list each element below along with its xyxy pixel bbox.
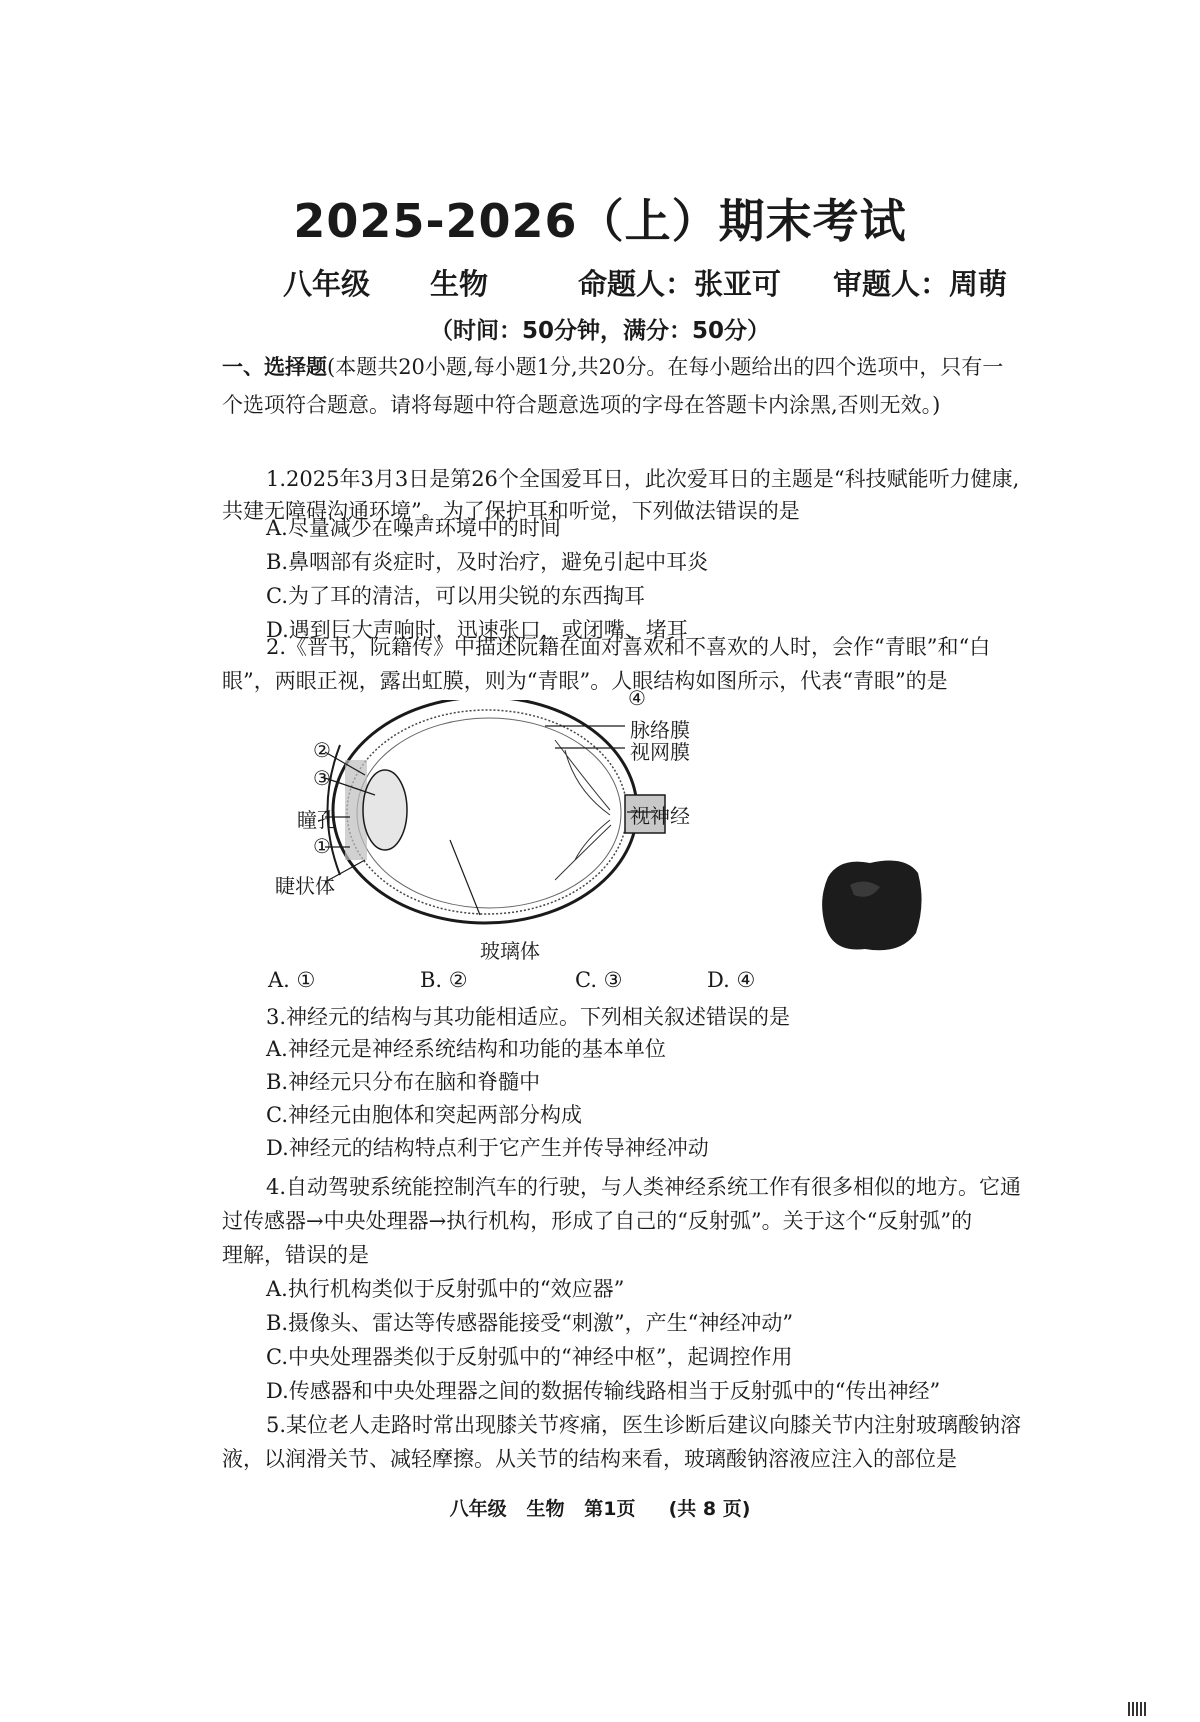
q4-option-b: B.摄像头、雷达等传感器能接受“刺激”，产生“神经冲动” [266, 1311, 794, 1335]
page-footer: 八年级 生物 第1页 (共 8 页) [449, 1498, 751, 1520]
leader-vitreous [450, 840, 480, 915]
q2-option-c: C. ③ [575, 968, 623, 992]
q1-stem-line2: 共建无障碍沟通环境”。为了保护耳和听觉，下列做法错误的是 [222, 499, 800, 523]
q2-option-a: A. ① [268, 968, 316, 992]
q4-option-d: D.传感器和中央处理器之间的数据传输线路相当于反射弧中的“传出神经” [266, 1379, 941, 1403]
label-number-4: ④ [628, 686, 646, 710]
label-number-3: ③ [313, 766, 331, 790]
label-optic-nerve: 视神经 [630, 804, 690, 828]
ink-blot-icon [820, 855, 925, 955]
retinal-vessels [555, 740, 611, 880]
label-vitreous: 玻璃体 [480, 939, 540, 963]
q4-stem-line2: 过传感器→中央处理器→执行机构，形成了自己的“反射弧”。关于这个“反射弧”的 [222, 1209, 973, 1233]
section-instructions-text: (本题共20小题,每小题1分,共20分。在每小题给出的四个选项中，只有一 [327, 355, 1004, 379]
q1-option-c: C.为了耳的清洁，可以用尖锐的东西掏耳 [266, 584, 645, 608]
label-pupil: 瞳孔 [297, 808, 337, 832]
exam-title: 2025-2026（上）期末考试 [293, 194, 907, 248]
q2-stem-line1: 2.《晋书，阮籍传》中描述阮籍在面对喜欢和不喜欢的人时，会作“青眼”和“白 [266, 635, 991, 659]
q1-option-b: B.鼻咽部有炎症时，及时治疗，避免引起中耳炎 [266, 550, 709, 574]
section-heading: 一、选择题 [222, 355, 327, 379]
q5-stem-line1: 5.某位老人走路时常出现膝关节疼痛，医生诊断后建议向膝关节内注射玻璃酸钠溶 [266, 1413, 1022, 1437]
lens-shape [363, 770, 407, 850]
q3-stem: 3.神经元的结构与其功能相适应。下列相关叙述错误的是 [266, 1005, 791, 1029]
q1-stem-line1: 1.2025年3月3日是第26个全国爱耳日，此次爱耳日的主题是“科技赋能听力健康, [266, 467, 1020, 491]
q4-stem-line3: 理解，错误的是 [222, 1243, 369, 1267]
label-ciliary-body: 睫状体 [275, 874, 335, 898]
label-retina: 视网膜 [630, 740, 690, 764]
reviewer-label: 审题人：周萌 [833, 267, 1008, 301]
q4-option-a: A.执行机构类似于反射弧中的“效应器” [266, 1277, 625, 1301]
q5-stem-line2: 液，以润滑关节、减轻摩擦。从关节的结构来看，玻璃酸钠溶液应注入的部位是 [222, 1447, 957, 1471]
q4-option-c: C.中央处理器类似于反射弧中的“神经中枢”，起调控作用 [266, 1345, 793, 1369]
q3-option-a: A.神经元是神经系统结构和功能的基本单位 [266, 1037, 666, 1061]
eye-structure-figure [255, 686, 755, 970]
q2-stem-line2: 眼”，两眼正视，露出虹膜，则为“青眼”。人眼结构如图所示，代表“青眼”的是 [222, 669, 948, 693]
q4-stem-line1: 4.自动驾驶系统能控制汽车的行驶，与人类神经系统工作有很多相似的地方。它通 [266, 1175, 1022, 1199]
q3-option-d: D.神经元的结构特点利于它产生并传导神经冲动 [266, 1136, 709, 1160]
grade-label: 八年级 [283, 267, 371, 301]
q3-option-b: B.神经元只分布在脑和脊髓中 [266, 1070, 541, 1094]
section-instructions-line2: 个选项符合题意。请将每题中符合题意选项的字母在答题卡内涂黑,否则无效。) [222, 393, 941, 417]
label-choroid: 脉络膜 [630, 718, 690, 742]
q1-option-d: D.遇到巨大声响时，迅速张口，或闭嘴、堵耳 [266, 618, 688, 642]
label-number-2: ② [313, 738, 331, 762]
q1-option-a: A.尽量减少在噪声环境中的时间 [266, 516, 561, 540]
q3-option-c: C.神经元由胞体和突起两部分构成 [266, 1103, 582, 1127]
label-number-1: ① [313, 834, 331, 858]
time-info: （时间：50分钟，满分：50分） [429, 318, 770, 344]
subject-label: 生物 [430, 267, 489, 301]
section-instructions-line1 [222, 352, 1003, 382]
q2-option-b: B. ② [420, 968, 468, 992]
q2-option-d: D. ④ [707, 968, 756, 992]
qr-stamp-icon [1128, 1702, 1146, 1716]
setter-label: 命题人：张亚可 [578, 267, 782, 301]
